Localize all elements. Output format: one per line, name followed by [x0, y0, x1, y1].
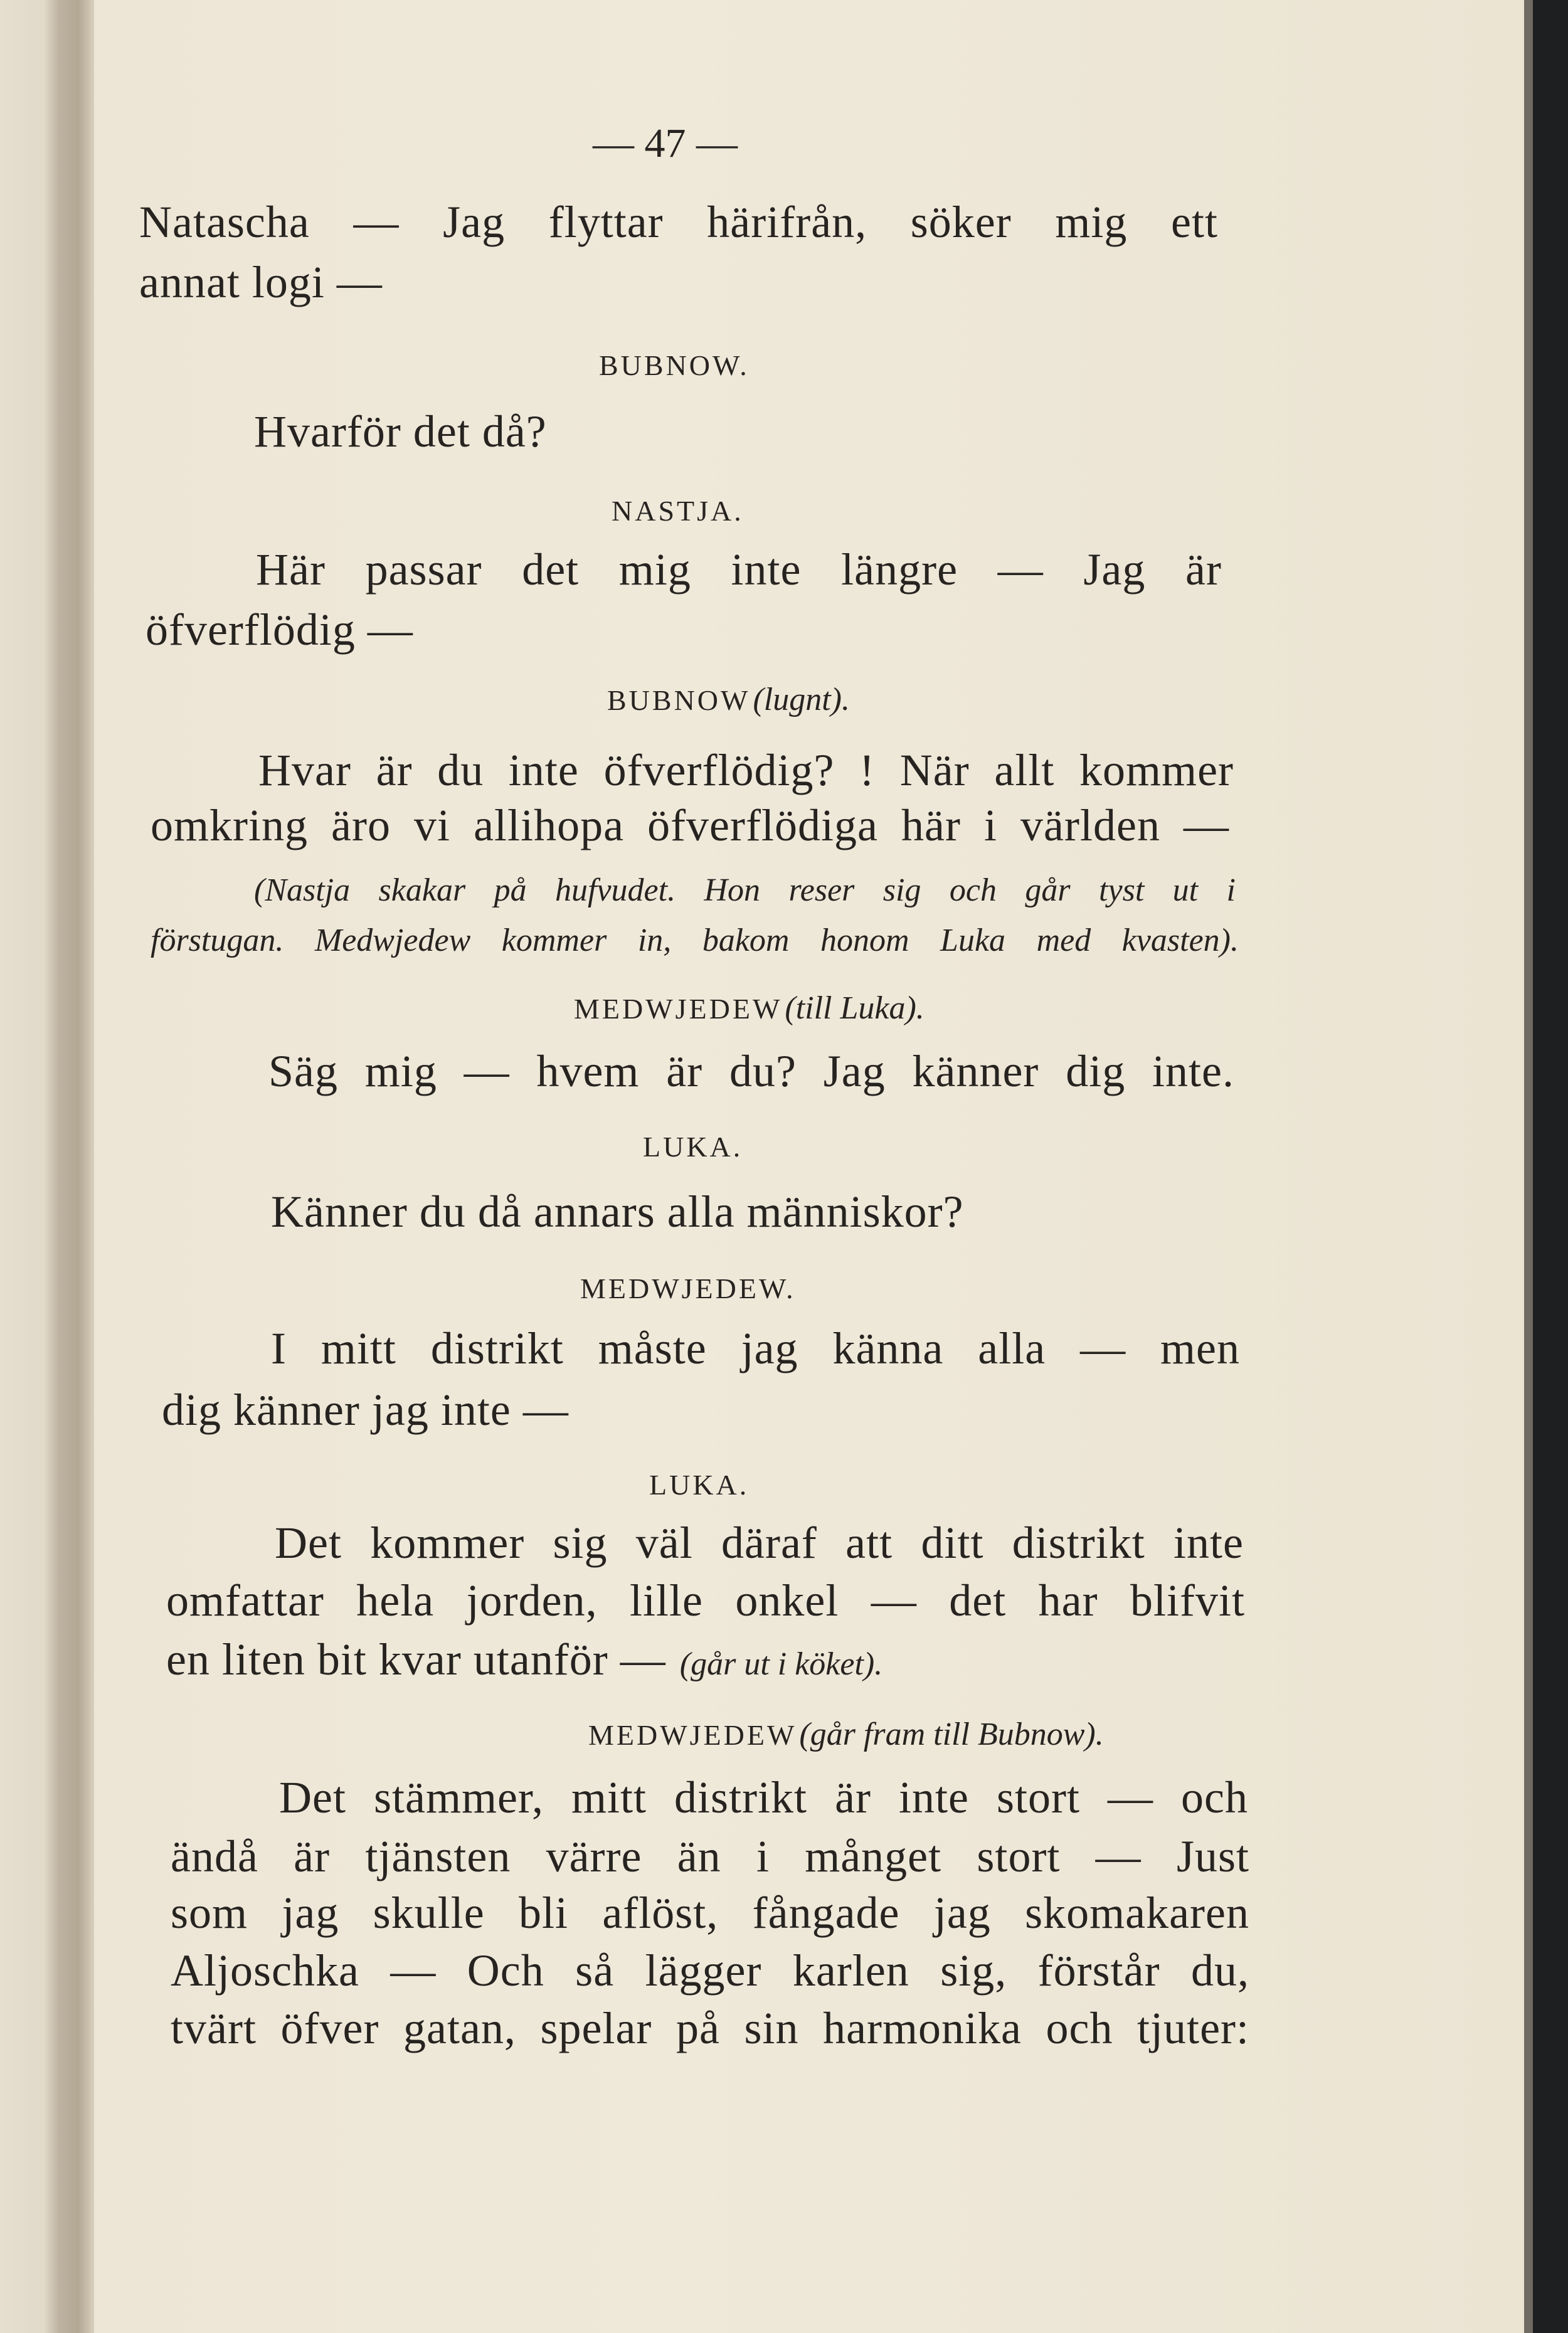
speaker-name: LUKA.: [643, 1131, 743, 1163]
stage-direction: (går fram till Bubnow).: [799, 1717, 1104, 1752]
stage-direction: (lugnt).: [753, 682, 850, 717]
speaker-heading: [588, 1718, 1104, 1751]
page-number: — 47 —: [593, 120, 738, 166]
stage-direction: (går ut i köket).: [679, 1646, 883, 1682]
stage-direction: (till Luka).: [785, 990, 924, 1026]
stage-direction: förstugan. Medwjedew kommer in, bakom honom Luka med kvasten).: [151, 923, 1239, 958]
text-line: tvärt öfver gatan, spelar på sin harmonika och tjuter:: [171, 2003, 1249, 2053]
speaker-name: LUKA.: [649, 1469, 750, 1501]
speaker-name: MEDWJEDEW: [574, 993, 783, 1025]
stage-direction: (Nastja skakar på hufvudet. Hon reser sig och går tyst ut i: [254, 872, 1236, 908]
text-line: ändå är tjänsten värre än i månget stort — Just: [171, 1831, 1249, 1881]
text-line: Det kommer sig väl däraf att ditt distrikt inte: [275, 1518, 1244, 1568]
speaker-heading: [574, 992, 924, 1025]
text-line: dig känner jag inte —: [162, 1385, 569, 1435]
speaker-name: MEDWJEDEW: [588, 1719, 797, 1751]
book-cover-edge: [1524, 0, 1568, 2333]
text-line: Det stämmer, mitt distrikt är inte stort — och: [279, 1772, 1248, 1822]
text-line: Aljoschka — Och så lägger karlen sig, förstår du,: [171, 1945, 1249, 1996]
text-line: Hvar är du inte öfverflödig? ! När allt kommer: [258, 745, 1234, 795]
speaker-name: BUBNOW.: [599, 349, 750, 381]
text-line: Säg mig — hvem är du? Jag känner dig inte.: [268, 1046, 1234, 1096]
text-line: Hvarför det då?: [254, 406, 547, 457]
text-line: I mitt distrikt måste jag känna alla — men: [271, 1323, 1240, 1373]
text-line: omkring äro vi allihopa öfverflödiga här i världen —: [151, 800, 1229, 850]
text-line: som jag skulle bli aflöst, fångade jag skomakaren: [171, 1888, 1249, 1938]
speaker-name: NASTJA.: [612, 495, 744, 527]
text-line: Känner du då annars alla människor?: [271, 1187, 964, 1237]
text-line-with-direction: [166, 1634, 883, 1685]
text-line: öfverflödig —: [146, 605, 413, 655]
text-line: omfattar hela jorden, lille onkel — det har blifvit: [166, 1575, 1245, 1626]
speaker-heading: [607, 684, 850, 716]
text-fragment: en liten bit kvar utanför —: [166, 1634, 666, 1685]
text-line: Här passar det mig inte längre — Jag är: [256, 544, 1222, 595]
speaker-name: BUBNOW: [607, 684, 751, 716]
speaker-name: MEDWJEDEW.: [580, 1272, 796, 1304]
text-line: annat logi —: [139, 257, 383, 307]
text-line: Natascha — Jag flyttar härifrån, söker mig ett: [139, 197, 1218, 247]
